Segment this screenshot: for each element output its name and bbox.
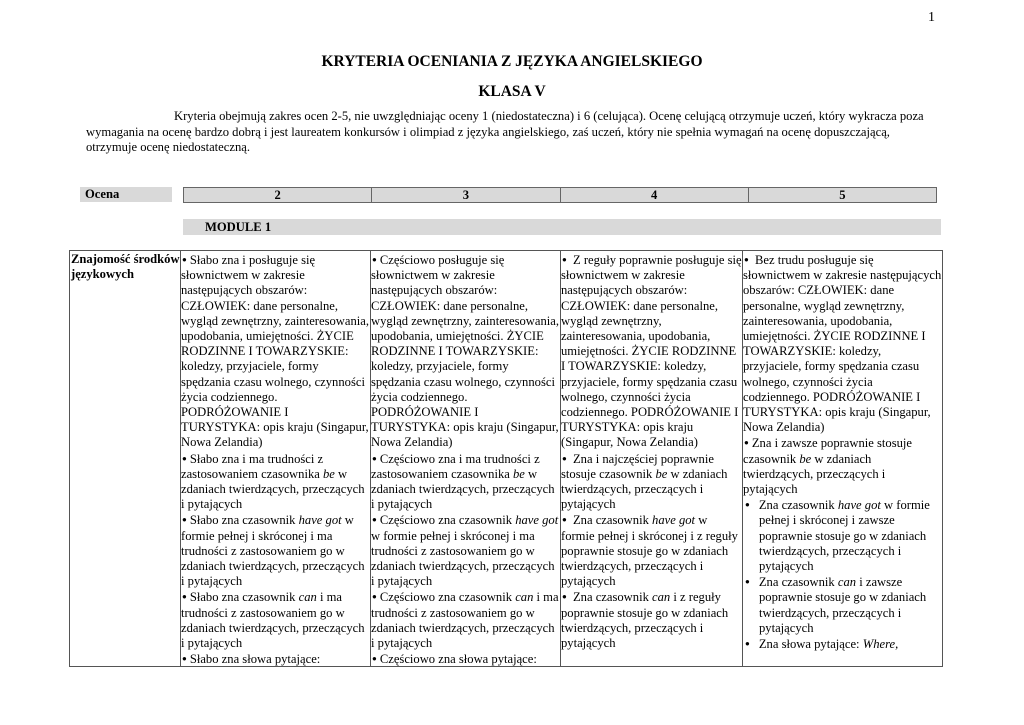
grade-cell: 5: [839, 188, 846, 202]
criterion-have-got: ● Słabo zna czasownik have got w formie pełnej i skróconej i ma trudności z zastosowaniem go w zdaniach twierdzących, przeczących i pytających: [181, 513, 365, 589]
criterion-have-got: ● Częściowo zna czasownik have got w formie pełnej i skróconej i ma trudności z zastosowaniem go w zdaniach twierdzących, przeczących i pytających: [371, 513, 559, 589]
grade-3-column: [371, 251, 561, 666]
page-number: 1: [928, 10, 935, 25]
criterion-vocabulary: ● Słabo zna i posługuje się słownictwem w zakresie następujących obszarów: CZŁOWIEK: dane personalne, wygląd zewnętrzny, zainteresowania, upodobania, umiejętności. ŻYCIE RODZINNE I TOWARZYSKIE: koledzy, przyjaciele, formy spędzania czasu wolnego, czynności życia codziennego. PODRÓŻOWANIE I TURYSTYKA: opis kraju (Singapur, Nowa Zelandia): [181, 253, 370, 450]
criterion-be: ● Słabo zna i ma trudności z zastosowaniem czasownika be w zdaniach twierdzących, przeczących i pytających: [181, 451, 365, 512]
bullet-icon: ●: [745, 639, 750, 649]
bullet-icon: ●: [372, 515, 377, 525]
bullet-icon: ●: [562, 255, 567, 264]
grade-5-column: [743, 251, 942, 666]
criterion-vocabulary: ● Z reguły poprawnie posługuje się słownictwem w zakresie następujących obszarów: CZŁOWIEK: dane personalne, wygląd zewnętrzny, zainteresowania, upodobania, umiejętności. ŻYCIE RODZINNE I TOWARZYSKIE: koledzy, przyjaciele, formy spędzania czasu wolnego, czynności życia codziennego. PODRÓŻOWANIE I TURYSTYKA: opis kraju (Singapur, Nowa Zelandia): [561, 253, 742, 450]
page-title: KRYTERIA OCENIANIA Z JĘZYKA ANGIELSKIEGO: [321, 53, 703, 70]
bullet-icon: ●: [182, 515, 187, 525]
module-header: MODULE 1: [183, 219, 941, 235]
bullet-icon: ●: [372, 654, 377, 664]
bullet-icon: ●: [372, 255, 377, 264]
criteria-table: [69, 250, 943, 667]
bullet-icon: ●: [182, 654, 187, 664]
grade-cell: 4: [561, 188, 749, 202]
grade-2-column: [181, 251, 371, 666]
criterion-have-got: ● Zna czasownik have got w formie pełnej i skróconej i zawsze poprawnie stosuje go w zdaniach twierdzących, przeczących i pytających: [745, 498, 930, 574]
criterion-vocabulary: ● Bez trudu posługuje się słownictwem w zakresie następujących obszarów: CZŁOWIEK: dane personalne, wygląd zewnętrzny, zainteresowania, upodobania, umiejętności. ŻYCIE RODZINNE I TOWARZYSKIE: koledzy, przyjaciele, formy spędzania czasu wolnego, czynności życia codziennego. PODRÓŻOWANIE I TURYSTYKA: opis kraju (Singapur, Nowa Zelandia): [743, 253, 942, 435]
criterion-can: ● Zna czasownik can i z reguły poprawnie stosuje go w zdaniach twierdzących, przeczących i pytających: [561, 590, 729, 651]
bullet-icon: ●: [562, 515, 567, 525]
bullet-icon: ●: [562, 453, 567, 463]
criterion-be: ● Zna i zawsze poprawnie stosuje czasownik be w zdaniach twierdzących, przeczących i pytających: [743, 436, 913, 497]
criterion-can: ● Słabo zna czasownik can i ma trudności z zastosowaniem go w zdaniach twierdzących, przeczących i pytających: [181, 590, 365, 651]
bullet-icon: ●: [745, 577, 750, 587]
page-subtitle: KLASA V: [478, 83, 546, 100]
bullet-icon: ●: [744, 438, 749, 448]
bullet-icon: ●: [182, 592, 187, 602]
criterion-vocabulary: ● Częściowo posługuje się słownictwem w zakresie następujących obszarów: CZŁOWIEK: dane personalne, wygląd zewnętrzny, zainteresowania, upodobania, umiejętności. ŻYCIE RODZINNE I TOWARZYSKIE: koledzy, przyjaciele, formy spędzania czasu wolnego, czynności życia codziennego. PODRÓŻOWANIE I TURYSTYKA: opis kraju (Singapur, Nowa Zelandia): [371, 253, 560, 450]
bullet-icon: ●: [745, 500, 750, 510]
intro-paragraph: Kryteria obejmują zakres ocen 2-5, nie uwzględniając oceny 1 (niedostateczna) i 6 (celująca). Ocenę celującą otrzymuje uczeń, który wykracza poza wymagania na ocenę bardzo dobrą i jest laureatem konkursów i olimpiad z języka angielskiego, zaś uczeń, który nie spełnia wymagań na ocenę dopuszczającą, otrzymuje ocenę niedostateczną.: [86, 109, 924, 155]
criterion-can: ● Zna czasownik can i zawsze poprawnie stosuje go w zdaniach twierdzących, przeczących i pytających: [745, 575, 927, 635]
criterion-have-got: ● Zna czasownik have got w formie pełnej i skróconej i z reguły poprawnie stosuje go w zdaniach twierdzących, przeczących i pytających: [561, 513, 738, 589]
criterion-can: ● Częściowo zna czasownik can i ma trudności z zastosowaniem go w zdaniach twierdzących, przeczących i pytających: [371, 590, 559, 651]
criterion-be: ● Zna i najczęściej poprawnie stosuje czasownik be w zdaniach twierdzących, przeczących i pytających: [561, 451, 728, 512]
grade-cell: 2: [184, 188, 372, 202]
bullet-icon: ●: [744, 255, 749, 264]
criterion-be: ● Częściowo zna i ma trudności z zastosowaniem czasownika be w zdaniach twierdzących, przeczących i pytających: [371, 451, 555, 512]
bullet-icon: ●: [182, 255, 187, 264]
row-header: Znajomość środków językowych: [70, 251, 181, 666]
criterion-question-words: ● Częściowo zna słowa pytające:: [372, 652, 537, 666]
bullet-icon: ●: [562, 592, 567, 602]
bullet-icon: ●: [372, 453, 377, 463]
grade-header-row: [183, 187, 937, 203]
bullet-icon: ●: [372, 592, 377, 602]
bullet-icon: ●: [182, 453, 187, 463]
grade-cell: 3: [372, 188, 560, 202]
criterion-question-words: ● Słabo zna słowa pytające:: [182, 652, 321, 666]
grade-label: Ocena: [80, 187, 172, 202]
criterion-question-words: ● Zna słowa pytające: Where,: [745, 637, 899, 652]
grade-4-column: [561, 251, 743, 666]
